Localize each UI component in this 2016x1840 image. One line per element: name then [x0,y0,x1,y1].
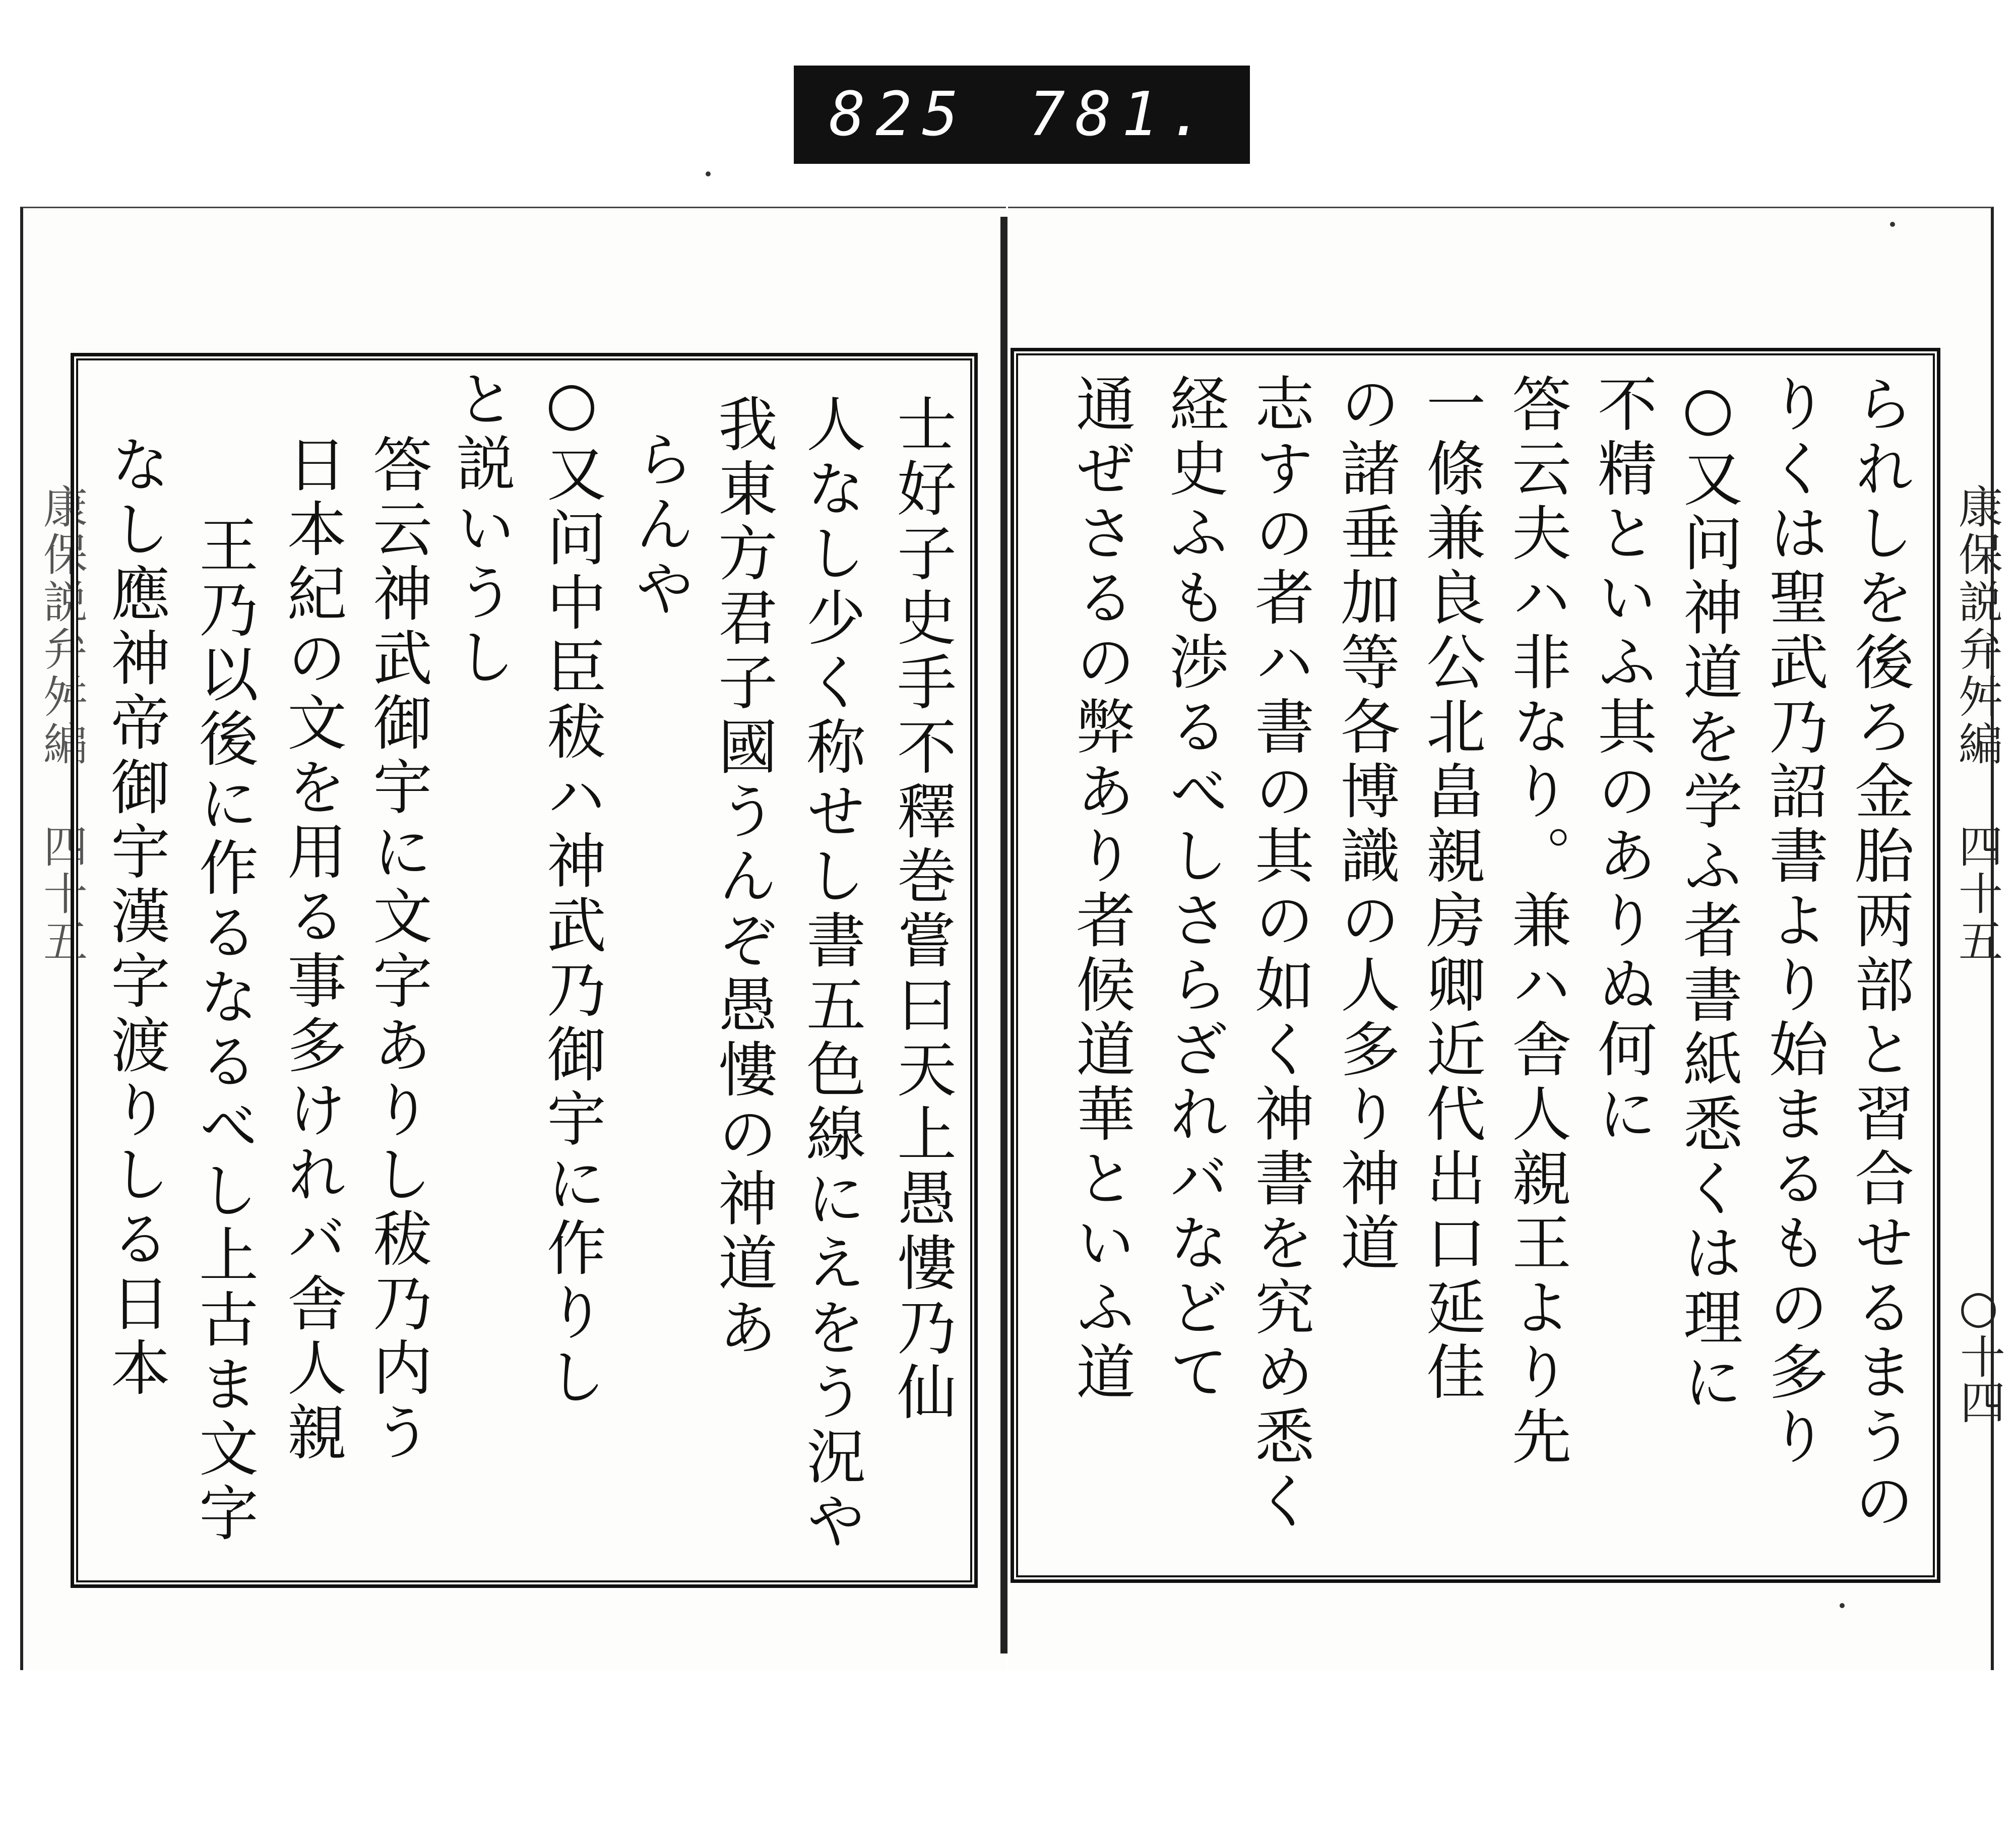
left-column-5: ○又问中臣秡ハ神武乃御宇に作りし [537,368,606,1410]
archive-number-left: 825 [829,80,969,150]
left-column-7: 答云神武御宇に文字ありし秡乃内う [363,434,432,1466]
scan-speck [706,171,711,176]
right-column-2: りくは聖武乃詔書より始まるもの多り [1759,373,1829,1470]
left-margin-header: 康保説弁舛編 四十五 [36,484,88,965]
right-column-8: 志すの者ハ書の其の如く神書を究め悉く [1245,373,1314,1535]
right-column-9: 経史ふも渉るべしさらざれバなどて [1159,373,1229,1405]
right-column-6: 一條兼良公北畠親房卿近代出口延佳 [1416,373,1486,1405]
right-margin-header: 康保説弁舛編 四十五 [1951,484,2003,965]
left-column-9: 王乃以後に作るなるべし上古ま文字 [189,514,259,1547]
right-column-7: の諸垂加等各博識の人多り神道 [1331,373,1400,1276]
right-column-5: 答云夫ハ非なり。兼ハ舎人親王より先 [1502,373,1571,1470]
book-spine [1000,217,1007,1653]
left-column-3: 我東方君子國うんぞ愚慺の神道あ [708,393,778,1361]
left-column-6: と説いうし [446,368,516,691]
scan-speck [1890,222,1895,227]
right-column-4: 不精といふ其のありぬ何に [1588,373,1657,1147]
scan-speck [1840,1603,1845,1608]
right-column-1: られしを後ろ金胎两部と習合せるまうの [1845,373,1914,1535]
left-column-8: 日本紀の文を用る事多けれバ舎人親 [277,434,347,1466]
archive-number-right: 781. [1029,80,1215,150]
right-column-10: 通ぜさるの弊あり者候道華といふ道 [1066,373,1136,1405]
right-column-3: ○又问神道を学ふ者書紙悉くは理に [1673,373,1743,1416]
left-column-2: 人なし少く称せし書五色線にえをう況や [796,393,866,1555]
archive-number-label [794,66,1250,164]
page-number: ○十四 [1952,1280,2005,1424]
left-column-10: なし應神帝御宇漢字渡りしる日本 [101,434,170,1401]
left-column-4: らんや [625,428,695,622]
left-column-1: 士好子史手不釋巻嘗曰天上愚慺乃仙 [887,393,957,1426]
